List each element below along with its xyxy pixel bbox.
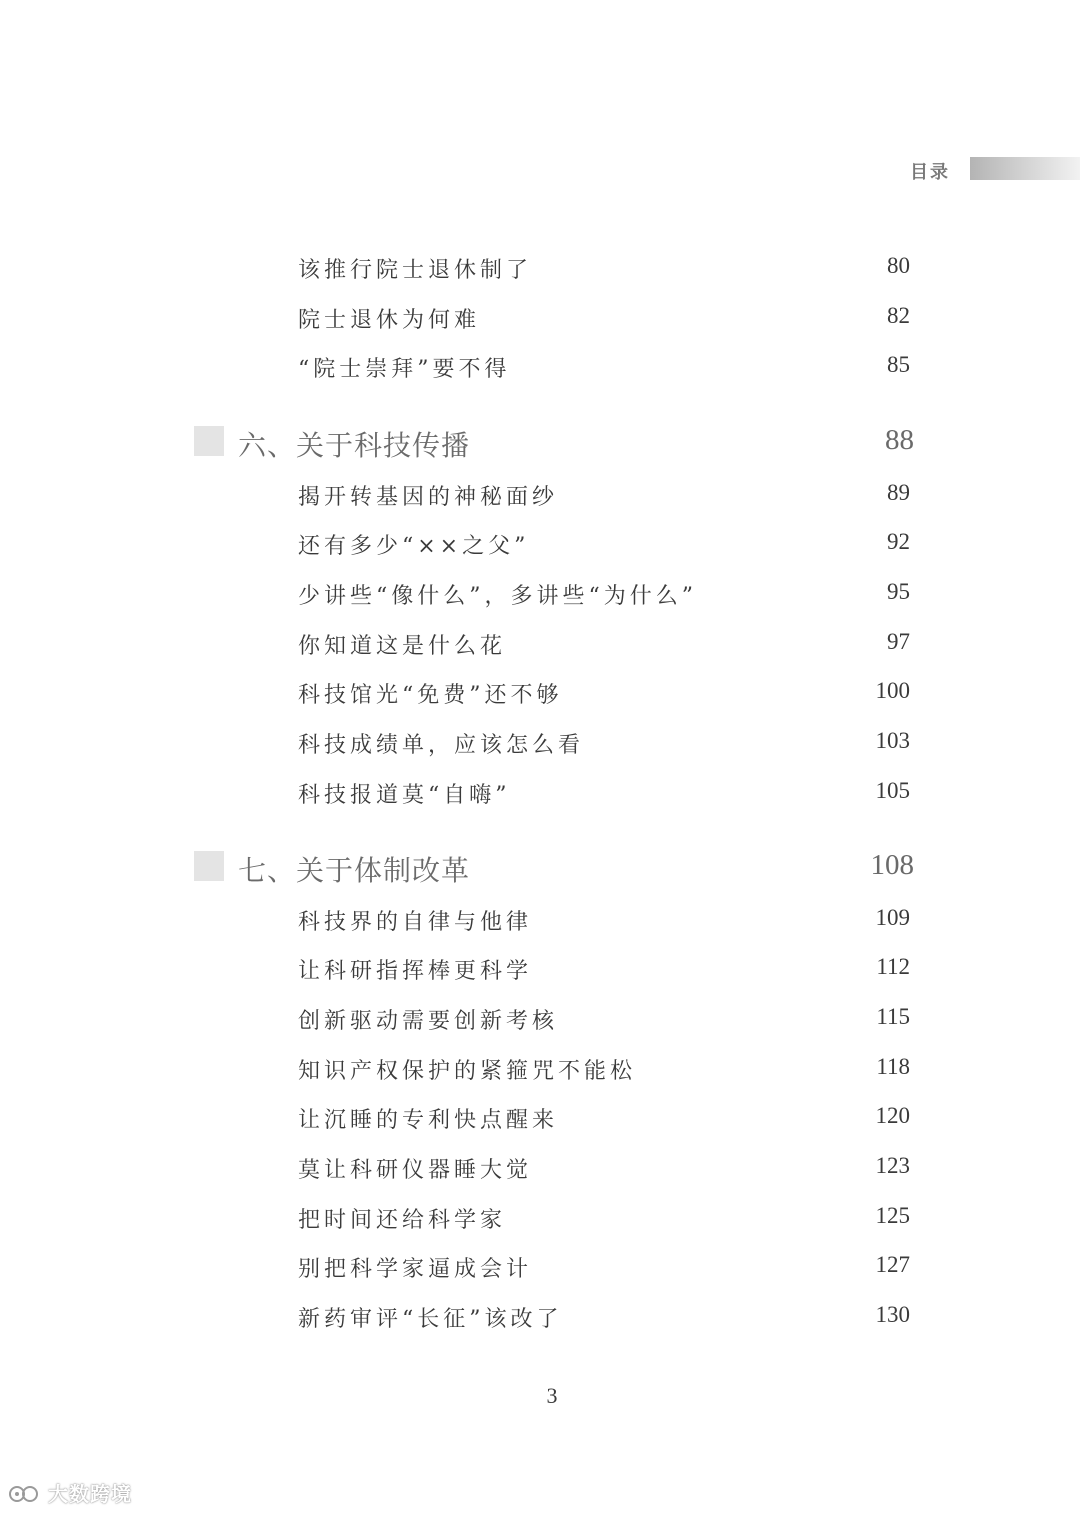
watermark-logo-icon: [8, 1482, 42, 1504]
toc-entry[interactable]: [298, 676, 914, 710]
toc-entry[interactable]: [298, 1151, 914, 1185]
toc-entry-page: 125: [875, 1203, 910, 1228]
toc-entry[interactable]: [298, 301, 914, 335]
toc-entry-title: 你知道这是什么花: [298, 634, 507, 659]
page-number: 3: [546, 1383, 558, 1408]
toc-entry-title: 知识产权保护的紧箍咒不能松: [298, 1059, 637, 1084]
section-marker-square: [194, 851, 224, 881]
toc-entry-page: 115: [876, 1004, 910, 1029]
toc-entry-title: 新药审评“长征”该改了: [298, 1307, 563, 1332]
toc-entry-title: 把时间还给科学家: [298, 1208, 507, 1233]
toc-entry-title: 揭开转基因的神秘面纱: [298, 485, 559, 510]
toc-entry-page: 109: [875, 905, 910, 930]
toc-entry-title: “院士崇拜”要不得: [298, 357, 511, 382]
toc-entry-page: 92: [887, 529, 910, 554]
toc-entry-title: 让科研指挥棒更科学: [298, 959, 533, 984]
toc-entry[interactable]: [298, 952, 914, 986]
toc-entry-page: 118: [876, 1054, 910, 1079]
toc-entry-page: 127: [875, 1252, 910, 1277]
toc-entry-title: 创新驱动需要创新考核: [298, 1009, 559, 1034]
toc-entry-page: 89: [887, 480, 910, 505]
toc-entry-page: 100: [875, 678, 910, 703]
toc-entry-page: 123: [875, 1153, 910, 1178]
running-header-title: 目录: [910, 162, 950, 183]
toc-entry-title: 科技报道莫“自嗨”: [298, 783, 511, 808]
toc-entry[interactable]: [298, 478, 914, 512]
toc-entry-title: 该推行院士退休制了: [298, 258, 533, 283]
toc-entry[interactable]: [298, 1052, 914, 1086]
toc-entry[interactable]: [298, 577, 914, 611]
toc-entry-title: 让沉睡的专利快点醒来: [298, 1108, 559, 1133]
toc-entry[interactable]: [298, 1250, 914, 1284]
toc-entry-page: 112: [876, 954, 910, 979]
toc-section-title: 七、关于体制改革: [238, 854, 471, 887]
toc-entry-page: 103: [875, 728, 910, 753]
toc-entry-title: 莫让科研仪器睡大觉: [298, 1158, 533, 1183]
toc-entry[interactable]: [298, 1002, 914, 1036]
toc-entry-page: 105: [875, 778, 910, 803]
section-marker-square: [194, 426, 224, 456]
toc-entry-title: 少讲些“像什么”，多讲些“为什么”: [298, 584, 697, 609]
toc-entry[interactable]: [298, 1201, 914, 1235]
watermark: [8, 1478, 132, 1507]
toc-entry[interactable]: [298, 726, 914, 760]
toc-entry-page: 82: [887, 303, 910, 328]
toc-entry[interactable]: [298, 527, 914, 561]
toc-entry-page: 97: [887, 629, 910, 654]
toc-entry[interactable]: [298, 1300, 914, 1334]
toc-entry[interactable]: [298, 251, 914, 285]
toc-entry-title: 院士退休为何难: [298, 308, 481, 333]
toc-entry[interactable]: [298, 350, 914, 384]
toc-entry[interactable]: [298, 776, 914, 810]
toc-section-title: 六、关于科技传播: [238, 429, 471, 462]
toc-entry-title: 还有多少“××之父”: [298, 534, 530, 559]
toc-section-page: 108: [870, 849, 914, 881]
toc-entry-page: 80: [887, 253, 910, 278]
toc-section-heading[interactable]: [194, 424, 914, 464]
toc-entry[interactable]: [298, 1101, 914, 1135]
running-header-bar: [970, 157, 1080, 180]
toc-entry-page: 95: [887, 579, 910, 604]
watermark-text: 大数跨境: [48, 1482, 132, 1506]
toc-section-page: 88: [885, 424, 914, 456]
toc-entry-page: 130: [875, 1302, 910, 1327]
toc-section-heading[interactable]: [194, 849, 914, 889]
toc-entry-page: 120: [875, 1103, 910, 1128]
toc-entry-title: 科技馆光“免费”还不够: [298, 683, 563, 708]
toc-entry-title: 科技成绩单，应该怎么看: [298, 733, 585, 758]
toc-entry-title: 别把科学家逼成会计: [298, 1257, 533, 1282]
toc-entry-page: 85: [887, 352, 910, 377]
toc-entry[interactable]: [298, 627, 914, 661]
toc-entry[interactable]: [298, 903, 914, 937]
toc-entry-title: 科技界的自律与他律: [298, 910, 533, 935]
